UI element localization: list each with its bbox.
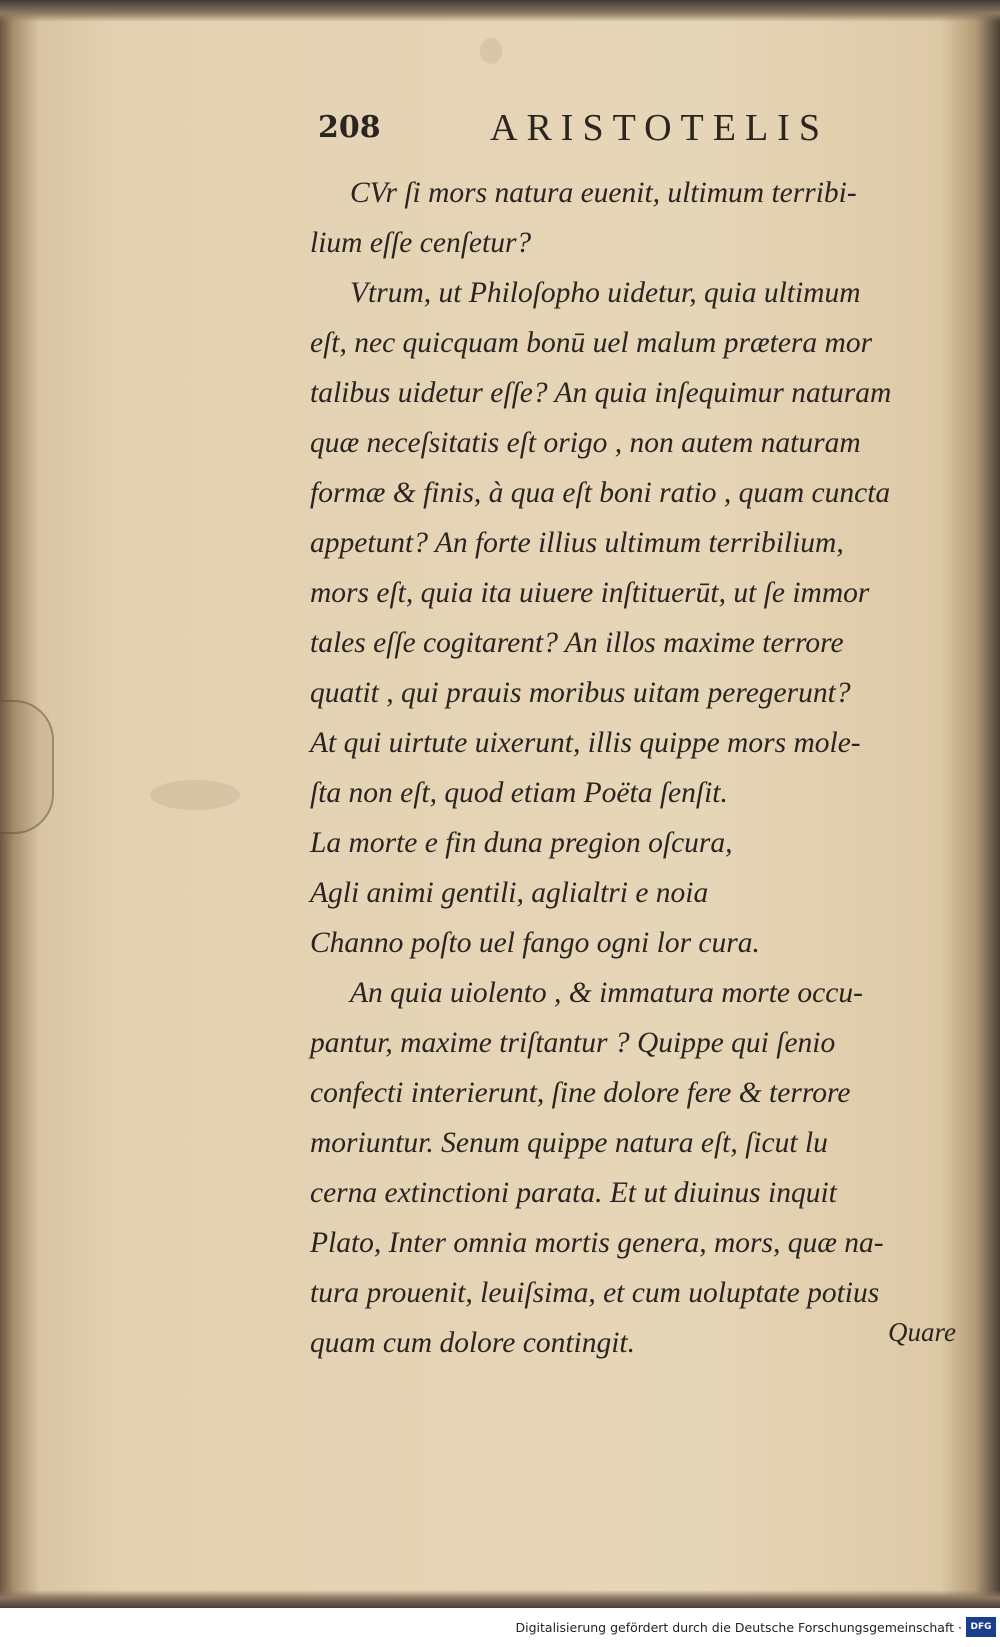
paper-stain [480, 38, 502, 64]
text-line: tura prouenit, leuiſsima, et cum uoluptate potius [310, 1277, 880, 1309]
text-line: formæ & finis, à qua eſt boni ratio , quam cuncta [310, 477, 891, 509]
text-line: lium eſſe cenſetur? [310, 227, 532, 259]
page-fold-mark [0, 700, 54, 834]
text-line: cerna extinctioni parata. Et ut diuinus inquit [310, 1177, 837, 1209]
text-line: mors eſt, quia ita uiuere inſtituerūt, ut ſe immor [310, 577, 870, 609]
text-line: Vtrum, ut Philoſopho uidetur, quia ultimum [350, 277, 861, 309]
digitization-footer [0, 1608, 1000, 1647]
text-line: tales eſſe cogitarent? An illos maxime terrore [310, 627, 844, 659]
main-text [310, 168, 960, 1368]
paper-stain [150, 780, 240, 810]
catchword: Quare [888, 1317, 956, 1347]
text-line: moriuntur. Senum quippe natura eſt, ſicut lu [310, 1127, 828, 1159]
text-line: appetunt? An forte illius ultimum terribilium, [310, 527, 844, 559]
text-line: Plato, Inter omnia mortis genera, mors, quæ na- [310, 1227, 884, 1259]
page-number: 208 [318, 110, 381, 145]
text-line: talibus uidetur eſſe? An quia inſequimur naturam [310, 377, 892, 409]
page-top-edge [0, 0, 1000, 22]
text-line: eſt, nec quicquam bonū uel malum prætera mor [310, 327, 873, 359]
verse-line: La morte e fin duna pregion oſcura, [310, 827, 733, 859]
text-line: confecti interierunt, ſine dolore fere & terrore [310, 1077, 851, 1109]
page-header [318, 106, 868, 156]
text-line: CVr ſi mors natura euenit, ultimum terribi- [350, 177, 857, 209]
verse-line: Channo poſto uel fango ogni lor cura. [310, 927, 760, 959]
text-line: An quia uiolento , & immatura morte occu- [350, 977, 863, 1009]
running-title: ARISTOTELIS [490, 107, 829, 149]
page-bottom-edge [0, 1590, 1000, 1610]
text-line: quatit , qui prauis moribus uitam peregerunt? [310, 677, 851, 709]
dfg-logo-icon: DFG [966, 1617, 996, 1637]
funding-credit: Digitalisierung gefördert durch die Deutsche Forschungsgemeinschaft · [515, 1620, 962, 1635]
text-line: quam cum dolore contingit. [310, 1327, 636, 1359]
text-line: pantur, maxime triſtantur ? Quippe qui ſenio [310, 1027, 836, 1059]
text-line: At qui uirtute uixerunt, illis quippe mors mole- [310, 727, 861, 759]
text-line: quæ neceſsitatis eſt origo , non autem naturam [310, 427, 861, 459]
verse-line: Agli animi gentili, aglialtri e noia [310, 877, 709, 909]
text-line: ſta non eſt, quod etiam Poëta ſenſit. [310, 777, 728, 809]
